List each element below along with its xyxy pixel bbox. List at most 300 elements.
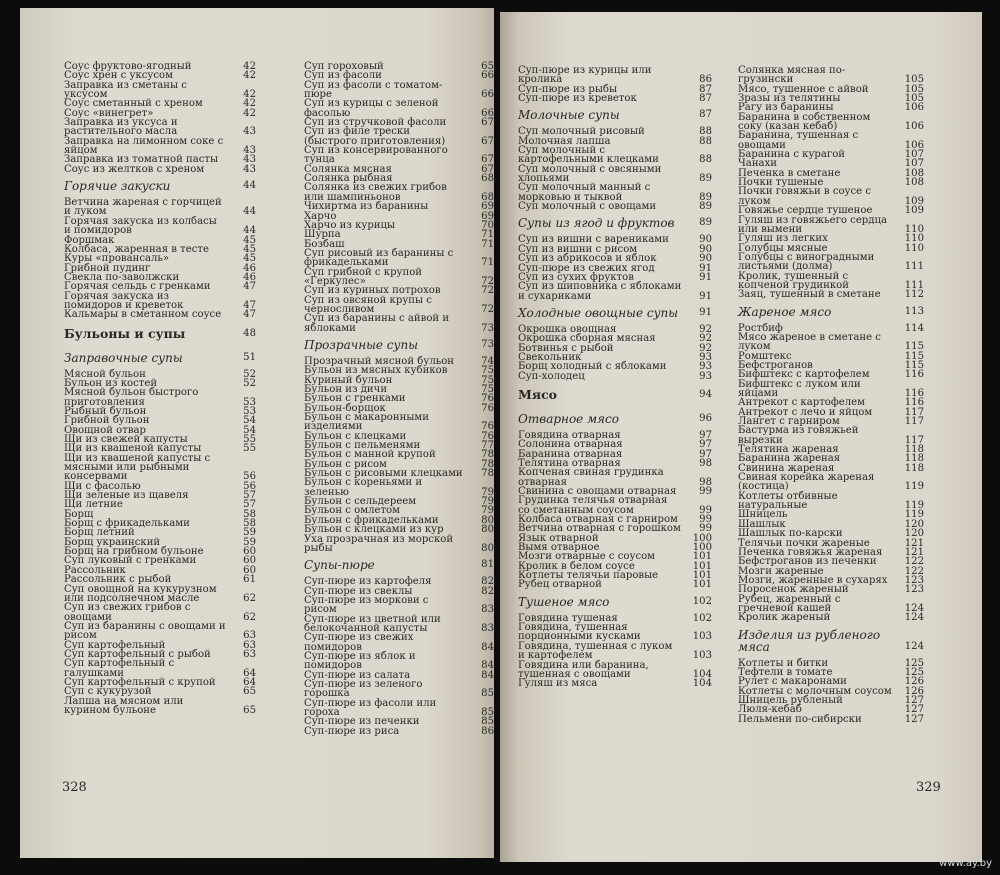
toc-entry xyxy=(304,183,494,202)
entry-page-number: 87 xyxy=(699,83,712,95)
entry-title: Бифштекс с луком или яйцами xyxy=(738,378,861,399)
entry-page-number: 42 xyxy=(243,107,256,119)
entry-title: Почки говяжьи в соусе с луком xyxy=(738,186,871,207)
entry-title: Суп овощной на кукурузном или подсолнечном масле xyxy=(64,583,217,604)
entry-page-number: 102 xyxy=(692,612,712,624)
entry-title: Суп-пюре из печенки xyxy=(304,716,420,728)
toc-entry xyxy=(304,699,494,718)
entry-title: Суп-пюре из курицы или кролика xyxy=(518,65,652,86)
entry-page-number: 115 xyxy=(904,359,924,371)
entry-page-number: 86 xyxy=(699,74,712,86)
entry-page-number: 88 xyxy=(699,126,712,138)
entry-page-number: 117 xyxy=(904,434,924,446)
entry-title: Чихиртма из баранины xyxy=(304,201,429,213)
toc-entry xyxy=(64,81,256,100)
entry-page-number: 127 xyxy=(904,713,924,725)
entry-page-number: 47 xyxy=(243,309,256,321)
entry-page-number: 101 xyxy=(692,579,712,591)
entry-title: Суп грибной с крупой «Геркулес» xyxy=(304,266,422,287)
entry-title: Прозрачные супы xyxy=(304,337,418,352)
entry-title: Щи зеленые из щавеля xyxy=(64,490,189,502)
subsection-heading xyxy=(518,407,712,431)
entry-page-number: 84 xyxy=(481,641,494,653)
entry-title: Солянка из свежих грибов или шампиньонов xyxy=(304,182,447,203)
entry-title: Суп из овсяной крупы с черносливом xyxy=(304,294,432,315)
entry-page-number: 97 xyxy=(699,429,712,441)
entry-title: Суп из филе трески (быстрого приготовления) xyxy=(304,126,446,147)
entry-page-number: 44 xyxy=(243,206,256,218)
entry-page-number: 66 xyxy=(481,89,494,101)
entry-title: Вымя отварное xyxy=(518,542,600,554)
entry-title: Мясо, тушенное с айвой xyxy=(738,83,869,95)
entry-title: Рассольник с рыбой xyxy=(64,574,172,586)
entry-page-number: 84 xyxy=(481,669,494,681)
toc-entry xyxy=(738,66,924,85)
entry-page-number: 45 xyxy=(243,234,256,246)
entry-page-number: 62 xyxy=(243,592,256,604)
entry-page-number: 121 xyxy=(904,546,924,558)
entry-page-number: 69 xyxy=(481,201,494,213)
entry-title: Суп из фасоли xyxy=(304,70,382,82)
entry-page-number: 75 xyxy=(481,384,494,395)
entry-title: Бефстроганов xyxy=(738,359,813,371)
entry-title: Грибной пудинг xyxy=(64,262,151,274)
entry-title: Бифштекс с картофелем xyxy=(738,369,870,381)
entry-title: Шницель xyxy=(738,509,788,521)
entry-page-number: 58 xyxy=(243,518,256,530)
entry-title: Солянка мясная по-грузински xyxy=(738,65,846,86)
toc-entry xyxy=(518,94,712,103)
entry-title: Ростбиф xyxy=(738,322,783,334)
entry-title: Бефстроганов из печенки xyxy=(738,556,877,568)
entry-page-number: 65 xyxy=(243,686,256,698)
entry-title: Свинина жареная xyxy=(738,462,835,474)
entry-title: Баранина отварная xyxy=(518,448,623,460)
entry-title: Прозрачный мясной бульон xyxy=(304,355,455,367)
toc-entry xyxy=(304,535,494,554)
entry-page-number: 81 xyxy=(481,559,494,571)
entry-title: Солянка мясная xyxy=(304,163,392,175)
entry-page-number: 108 xyxy=(904,167,924,179)
entry-page-number: 98 xyxy=(699,457,712,469)
entry-page-number: 72 xyxy=(481,275,494,287)
entry-title: Шашлык по-карски xyxy=(738,528,843,540)
entry-page-number: 85 xyxy=(481,688,494,700)
entry-page-number: 121 xyxy=(904,537,924,549)
toc-column xyxy=(518,66,712,689)
entry-page-number: 42 xyxy=(243,70,256,82)
entry-title: Форшмак xyxy=(64,234,115,246)
entry-title: Шурпа xyxy=(304,229,341,241)
toc-entry xyxy=(304,249,494,268)
entry-title: Кролик в белом соусе xyxy=(518,560,635,572)
entry-page-number: 127 xyxy=(904,704,924,716)
entry-page-number: 57 xyxy=(243,499,256,511)
entry-page-number: 101 xyxy=(692,551,712,563)
entry-title: Суп гороховый xyxy=(304,61,384,72)
entry-page-number: 64 xyxy=(243,667,256,679)
entry-page-number: 79 xyxy=(481,505,494,517)
entry-title: Кролик, тушенный с копченой грудинкой xyxy=(738,270,849,291)
entry-page-number: 63 xyxy=(243,639,256,651)
entry-title: Пельмени по-сибирски xyxy=(738,713,862,725)
entry-title: Телятина отварная xyxy=(518,457,621,469)
entry-title: Рыбный бульон xyxy=(64,405,147,417)
entry-title: Тушеное мясо xyxy=(518,594,610,609)
left-page xyxy=(20,8,494,858)
entry-title: Антрекот с картофелем xyxy=(738,397,865,409)
entry-page-number: 102 xyxy=(692,595,712,607)
entry-page-number: 84 xyxy=(481,660,494,672)
entry-title: Печенка в сметане xyxy=(738,167,841,179)
entry-page-number: 80 xyxy=(481,514,494,526)
entry-page-number: 126 xyxy=(904,685,924,697)
entry-page-number: 65 xyxy=(481,61,494,72)
entry-page-number: 43 xyxy=(243,145,256,157)
entry-title: Рубец, жаренный с гречневой кашей xyxy=(738,593,841,614)
entry-page-number: 53 xyxy=(243,405,256,417)
entry-page-number: 78 xyxy=(481,458,494,470)
toc-entry xyxy=(738,113,924,132)
entry-page-number: 106 xyxy=(904,102,924,114)
entry-page-number: 47 xyxy=(243,299,256,311)
toc-entry xyxy=(304,727,494,736)
entry-page-number: 62 xyxy=(243,611,256,623)
entry-title: Рубец отварной xyxy=(518,579,602,591)
entry-title: Мозги отварные с соусом xyxy=(518,551,656,563)
entry-title: Заяц, тушенный в сметане xyxy=(738,289,881,301)
entry-title: Бульон с макаронными изделиями xyxy=(304,412,429,433)
entry-title: Люля-кебаб xyxy=(738,704,802,716)
entry-page-number: 107 xyxy=(904,149,924,161)
entry-page-number: 110 xyxy=(904,233,924,245)
subsection-heading xyxy=(518,211,712,235)
entry-page-number: 85 xyxy=(481,707,494,718)
entry-title: Баранина в собственном соку (казан кебаб) xyxy=(738,111,871,133)
entry-page-number: 96 xyxy=(699,412,712,424)
entry-page-number: 76 xyxy=(481,421,494,433)
toc-entry xyxy=(518,661,712,680)
entry-title: Антрекот с лечо и яйцом xyxy=(738,406,873,418)
entry-page-number: 68 xyxy=(481,173,494,185)
entry-title: Суп с кукурузой xyxy=(64,686,152,698)
entry-page-number: 118 xyxy=(904,453,924,465)
entry-title: Бульон с рисом xyxy=(304,458,387,470)
entry-title: Кальмары в сметанном соусе xyxy=(64,309,222,321)
entry-page-number: 105 xyxy=(904,93,924,105)
toc-entry xyxy=(304,146,494,165)
toc-entry xyxy=(64,137,256,156)
toc-entry xyxy=(304,314,494,333)
entry-title: Борщ на грибном бульоне xyxy=(64,546,204,558)
entry-title: Телячьи почки жареные xyxy=(738,537,870,549)
toc-entry xyxy=(738,492,924,511)
entry-page-number: 58 xyxy=(243,508,256,520)
entry-title: Суп молочный рисовый xyxy=(518,126,645,138)
toc-entry xyxy=(304,615,494,634)
toc-entry xyxy=(738,253,924,272)
entry-title: Горячая закуска из колбасы и помидоров xyxy=(64,215,217,237)
entry-page-number: 93 xyxy=(699,370,712,382)
entry-page-number: 45 xyxy=(243,243,256,255)
entry-title: Окрошка сборная мясная xyxy=(518,333,656,345)
entry-title: Суп-пюре из картофеля xyxy=(304,576,432,588)
entry-page-number: 101 xyxy=(692,560,712,572)
entry-page-number: 117 xyxy=(904,406,924,418)
entry-page-number: 125 xyxy=(904,657,924,669)
entry-title: Горячая закуска из помидоров и креветок xyxy=(64,290,184,311)
entry-page-number: 44 xyxy=(243,225,256,237)
entry-page-number: 103 xyxy=(692,631,712,643)
entry-title: Гуляш из легких xyxy=(738,233,828,245)
entry-page-number: 109 xyxy=(904,205,924,217)
entry-title: Соус хрен с уксусом xyxy=(64,70,173,82)
entry-title: Суп из свежих грибов с овощами xyxy=(64,602,191,623)
entry-page-number: 99 xyxy=(699,486,712,497)
entry-title: Суп молочный с овощами xyxy=(518,201,657,213)
entry-page-number: 67 xyxy=(481,163,494,175)
entry-title: Зразы из телятины xyxy=(738,93,841,105)
toc-column xyxy=(304,62,494,736)
entry-page-number: 53 xyxy=(243,396,256,408)
entry-page-number: 46 xyxy=(243,271,256,283)
entry-page-number: 46 xyxy=(243,262,256,274)
entry-page-number: 90 xyxy=(699,243,712,255)
entry-title: Бульон с клецками из кур xyxy=(304,524,444,536)
entry-page-number: 70 xyxy=(481,219,494,231)
toc-entry xyxy=(738,333,924,352)
entry-title: Суп молочный с овсяными хлопьями xyxy=(518,163,662,185)
entry-title: Бозбаш xyxy=(304,238,345,250)
entry-title: Суп-пюре из свежих помидоров xyxy=(304,632,414,653)
toc-entry xyxy=(304,478,494,497)
entry-title: Котлеты и битки xyxy=(738,657,829,669)
entry-title: Бульон с рисовыми клецками xyxy=(304,468,463,480)
entry-page-number: 111 xyxy=(904,261,924,273)
entry-title: Говяжье сердце тушеное xyxy=(738,205,873,217)
entry-title: Бульон с сельдереем xyxy=(304,496,417,508)
entry-page-number: 43 xyxy=(243,163,256,175)
entry-page-number: 61 xyxy=(243,574,256,586)
entry-page-number: 60 xyxy=(243,546,256,558)
entry-page-number: 67 xyxy=(481,154,494,166)
toc-entry xyxy=(738,290,924,299)
entry-title: Рулет с макаронами xyxy=(738,676,847,688)
entry-title: Суп-пюре из зеленого горошка xyxy=(304,678,423,700)
entry-page-number: 100 xyxy=(692,542,712,554)
entry-page-number: 89 xyxy=(699,173,712,185)
entry-page-number: 60 xyxy=(243,564,256,576)
entry-title: Рагу из баранины xyxy=(738,102,834,114)
entry-title: Почки тушеные xyxy=(738,177,824,189)
entry-page-number: 99 xyxy=(699,523,712,535)
toc-entry xyxy=(64,659,256,678)
entry-page-number: 127 xyxy=(904,694,924,706)
entry-title: Баранина с курагой xyxy=(738,149,846,161)
entry-title: Мозги жареные xyxy=(738,565,824,577)
entry-page-number: 125 xyxy=(904,666,924,678)
entry-title: Суп-пюре из яблок и помидоров xyxy=(304,650,416,672)
entry-page-number: 85 xyxy=(481,716,494,728)
entry-title: Харчо из курицы xyxy=(304,219,396,231)
entry-title: Бульон с пельменями xyxy=(304,440,421,452)
entry-page-number: 71 xyxy=(481,257,494,269)
entry-title: Соус из желтков с хреном xyxy=(64,163,205,175)
entry-page-number: 87 xyxy=(699,109,712,121)
entry-page-number: 48 xyxy=(243,327,256,339)
toc-entry xyxy=(304,413,494,432)
toc-entry xyxy=(738,613,924,622)
subsection-heading xyxy=(518,590,712,614)
entry-title: Рассольник xyxy=(64,564,126,576)
entry-title: Щи летние xyxy=(64,499,123,511)
entry-page-number: 66 xyxy=(481,70,494,82)
entry-page-number: 126 xyxy=(904,676,924,688)
toc-entry xyxy=(304,680,494,699)
entry-page-number: 122 xyxy=(904,556,924,568)
entry-page-number: 99 xyxy=(699,514,712,526)
entry-page-number: 73 xyxy=(481,338,494,350)
entry-page-number: 54 xyxy=(243,415,256,427)
entry-page-number: 51 xyxy=(243,351,256,363)
entry-title: Суп картофельный xyxy=(64,639,166,651)
entry-title: Баранина, тушенная с овощами xyxy=(738,130,859,151)
entry-page-number: 90 xyxy=(699,234,712,246)
entry-title: Бульоны и супы xyxy=(64,325,186,341)
entry-page-number: 114 xyxy=(904,322,924,334)
entry-page-number: 124 xyxy=(904,612,924,624)
entry-page-number: 86 xyxy=(481,725,494,737)
subsection-heading xyxy=(64,346,256,370)
entry-title: Холодные овощные супы xyxy=(518,305,679,320)
entry-page-number: 82 xyxy=(481,585,494,597)
entry-title: Суп картофельный с рыбой xyxy=(64,648,211,660)
entry-title: Заправка из сметаны с уксусом xyxy=(64,79,187,101)
entry-title: Мясо xyxy=(518,386,558,402)
entry-title: Колбаса, жаренная в тесте xyxy=(64,243,209,255)
entry-page-number: 65 xyxy=(243,704,256,716)
entry-page-number: 76 xyxy=(481,402,494,414)
entry-page-number: 83 xyxy=(481,622,494,634)
entry-page-number: 108 xyxy=(904,177,924,189)
entry-title: Изделия из рубленого мяса xyxy=(738,627,881,654)
entry-title: Мозги, жаренные в сухарях xyxy=(738,574,888,586)
entry-page-number: 104 xyxy=(692,668,712,680)
entry-title: Суп картофельный с крупой xyxy=(64,676,216,688)
toc-entry xyxy=(738,187,924,206)
entry-title: Ромштекс xyxy=(738,350,792,362)
toc-entry xyxy=(304,268,494,287)
entry-title: Суп-пюре из цветной или белокочанной капусты xyxy=(304,613,441,634)
entry-title: Заправка на лимонном соке с яйцом xyxy=(64,135,224,157)
entry-page-number: 91 xyxy=(699,262,712,274)
subsection-heading xyxy=(304,333,494,357)
entry-page-number: 92 xyxy=(699,342,712,354)
entry-title: Говядина или баранина, тушенная с овощами xyxy=(518,659,649,680)
entry-title: Бульон с кореньями и зеленью xyxy=(304,477,423,498)
entry-page-number: 82 xyxy=(481,576,494,588)
entry-title: Суп из куриных потрохов xyxy=(304,285,441,297)
toc-entry xyxy=(518,468,712,487)
entry-page-number: 120 xyxy=(904,528,924,540)
entry-title: Борщ летний xyxy=(64,527,135,539)
entry-page-number: 56 xyxy=(243,480,256,492)
entry-title: Борщ с фрикадельками xyxy=(64,518,190,530)
entry-page-number: 112 xyxy=(904,289,924,301)
entry-title: Горячие закуски xyxy=(64,179,171,194)
toc-entry xyxy=(738,272,924,291)
entry-title: Суп из сухих фруктов xyxy=(518,271,634,283)
entry-title: Заправка из уксуса и растительного масла xyxy=(64,117,178,138)
entry-page-number: 77 xyxy=(481,440,494,452)
entry-page-number: 116 xyxy=(904,388,924,399)
entry-page-number: 119 xyxy=(904,500,924,512)
entry-title: Суп-пюре из креветок xyxy=(518,93,637,105)
entry-page-number: 66 xyxy=(481,107,494,119)
entry-page-number: 98 xyxy=(699,476,712,488)
entry-page-number: 124 xyxy=(904,640,924,652)
toc-entry xyxy=(738,216,924,235)
entry-page-number: 93 xyxy=(699,361,712,373)
entry-title: Окрошка овощная xyxy=(518,323,617,335)
entry-page-number: 75 xyxy=(481,374,494,386)
entry-title: Тефтели в томате xyxy=(738,666,833,678)
entry-title: Бастурма из говяжьей вырезки xyxy=(738,425,859,446)
entry-title: Харчо xyxy=(304,210,337,222)
entry-page-number: 118 xyxy=(904,444,924,456)
entry-title: Лангет с гарниром xyxy=(738,416,840,428)
entry-page-number: 55 xyxy=(243,443,256,455)
entry-title: Грибной бульон xyxy=(64,415,150,427)
entry-page-number: 67 xyxy=(481,135,494,147)
toc-entry xyxy=(518,580,712,589)
entry-title: Язык отварной xyxy=(518,532,599,544)
entry-title: Суп из шиповника с яблоками и сухариками xyxy=(518,281,682,302)
entry-page-number: 63 xyxy=(243,648,256,660)
entry-page-number: 43 xyxy=(243,154,256,166)
entry-title: Куры «провансаль» xyxy=(64,253,170,265)
entry-title: Мясной бульон xyxy=(64,368,146,380)
entry-page-number: 57 xyxy=(243,490,256,502)
entry-title: Копченая свиная грудинка отварная xyxy=(518,467,664,488)
entry-title: Суп картофельный с галушками xyxy=(64,658,175,679)
entry-title: Колбаса отварная с гарниром xyxy=(518,514,678,526)
entry-page-number: 71 xyxy=(481,238,494,250)
entry-page-number: 69 xyxy=(481,210,494,222)
toc-entry xyxy=(518,66,712,85)
toc-entry xyxy=(64,310,256,319)
entry-title: Щи с фасолью xyxy=(64,480,141,492)
entry-page-number: 87 xyxy=(699,93,712,105)
toc-entry xyxy=(304,296,494,315)
toc-entry xyxy=(738,473,924,492)
entry-title: Телятина жареная xyxy=(738,444,839,456)
entry-title: Молочные супы xyxy=(518,108,620,123)
toc-entry xyxy=(518,496,712,515)
entry-title: Гуляш из говяжьего сердца или вымени xyxy=(738,214,887,235)
toc-entry xyxy=(518,372,712,381)
toc-entry xyxy=(518,679,712,688)
entry-title: Суп молочный манный с морковью и тыквой xyxy=(518,182,651,203)
toc-entry xyxy=(64,697,256,716)
toc-column xyxy=(64,62,256,715)
toc-entry xyxy=(64,217,256,236)
entry-page-number: 72 xyxy=(481,285,494,297)
entry-title: Поросенок жареный xyxy=(738,584,849,596)
toc-entry xyxy=(518,146,712,165)
page-number: 328 xyxy=(62,780,87,795)
entry-page-number: 78 xyxy=(481,468,494,480)
